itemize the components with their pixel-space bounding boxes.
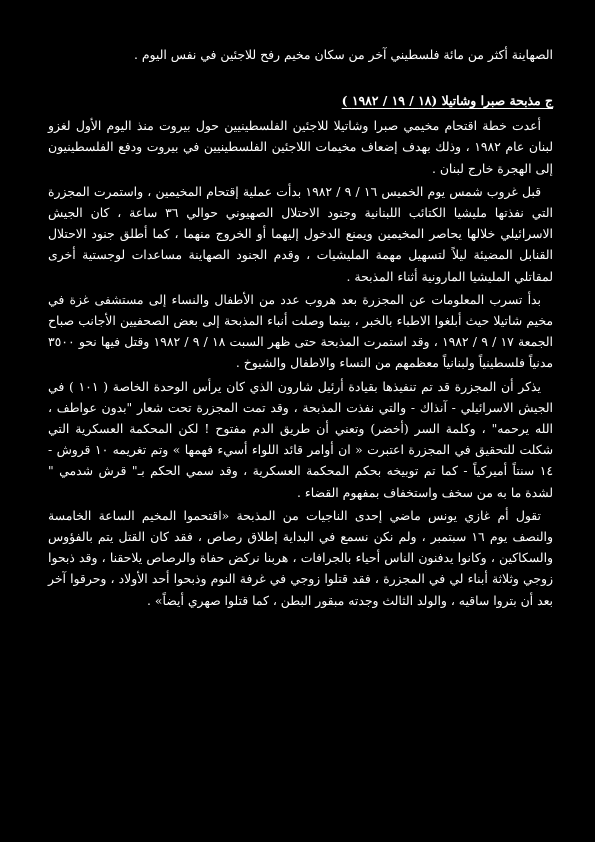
section-heading: ج مذبحة صبرا وشاتيلا (١٨ / ١٩ / ١٩٨٢ ): [341, 93, 553, 109]
paragraph-testimony: تقول أم غازي يونس ماضي إحدى الناجيات من المذبحة «اقتحموا المخيم الساعة الخامسة والنصف يوم ١٦ سبتمبر ، ولم نكن نسمع في البداية إطلاق رصاص ، فقد كان القتل يتم بالفؤوس والسكاكين ، وكانوا يدفنون الناس أحياء بالجرافات ، هربنا نركض حفاة والرصاص يلاحقنا ، وقد ذبحوا زوجي وثلاثة أبناء لي في المجزرة ، فقد قتلوا زوجي في غرفة النوم وذبحوا أحد الأولاد ، وحرقوا آخر بعد أن بتروا ساقيه ، والولد الثالث وجدته مبقور البطن ، كما قتلوا صهري أيضاً» .: [48, 507, 553, 608]
document-page: [48, 44, 553, 611]
paragraph-plan: أعدت خطة اقتحام مخيمي صبرا وشاتيلا للاجئين الفلسطينيين حول بيروت منذ اليوم الأول لغزو لبنان عام ١٩٨٢ ، وذلك بهدف إضعاف مخيمات اللاجئين الفلسطينيين في بيروت ودفع الفلسطينيون إلى الهجرة خارج لبنان .: [48, 118, 553, 176]
paragraph-news: بدأ تسرب المعلومات عن المجزرة بعد هروب عدد من الأطفال والنساء إلى مستشفى غزة في مخيم شاتيلا حيث أبلغوا الاطباء بالخبر ، بينما وصلت أنباء المذبحة إلى بعض الصحفيين الأجانب صباح الجمعة ١٧ / ٩ / ١٩٨٢ ، وقد استمرت المذبحة حتى ظهر السبت ١٨ / ٩ / ١٩٨٢ وقتل فيها نحو ٣٥٠٠ مدنياً فلسطينياً ولبنانياً معظمهم من النساء والاطفال والشيوخ .: [48, 291, 553, 371]
paragraph-sharon: يذكر أن المجزرة قد تم تنفيذها بقيادة أرئيل شارون الذي كان يرأس الوحدة الخاصة ( ١٠١ ) في الجيش الاسرائيلي - آنذاك - والتي نفذت المذبحة ، وقد تمت المجزرة تحت شعار "بدون عواطف ، الله يرحمه" ، وكلمة السر (أخضر) وتعني أن طريق الدم مفتوح ! لكن المحكمة العسكرية التي شكلت للتحقيق في المجزرة اعتبرت « ان أوامر قائد اللواء أسيء فهمها » وتم تغريمه ١٠ قروش - ١٤ سنتاً أميركياً - كما تم توبيخه بحكم المحكمة العسكرية ، وقد سمي الحكم بـ" قرش شدمي " لشدة ما به من سخف واستخفاف بمفهوم القضاء .: [48, 378, 553, 500]
intro-paragraph: الصهاينة أكثر من مائة فلسطيني آخر من سكان مخيم رفح للاجئين في نفس اليوم .: [133, 47, 553, 62]
paragraph-start: قبل غروب شمس يوم الخميس ١٦ / ٩ / ١٩٨٢ بدأت عملية إقتحام المخيمين ، واستمرت المجزرة التي نفذتها مليشيا الكتائب اللبنانية وجنود الاحتلال الصهيوني حوالي ٣٦ ساعة ، كان الجيش الاسرائيلي خلالها يحاصر المخيمين ويمنع الدخول إليهما أو الخروج منهما ، كما أطلق جنود الاحتلال القنابل المضيئة ليلاً لتسهيل مهمة المليشيات ، وقدم الجنود الصهاينة مساعدات لوجستية أخرى لمقاتلي المليشيا المارونية أثناء المذبحة .: [48, 183, 554, 284]
